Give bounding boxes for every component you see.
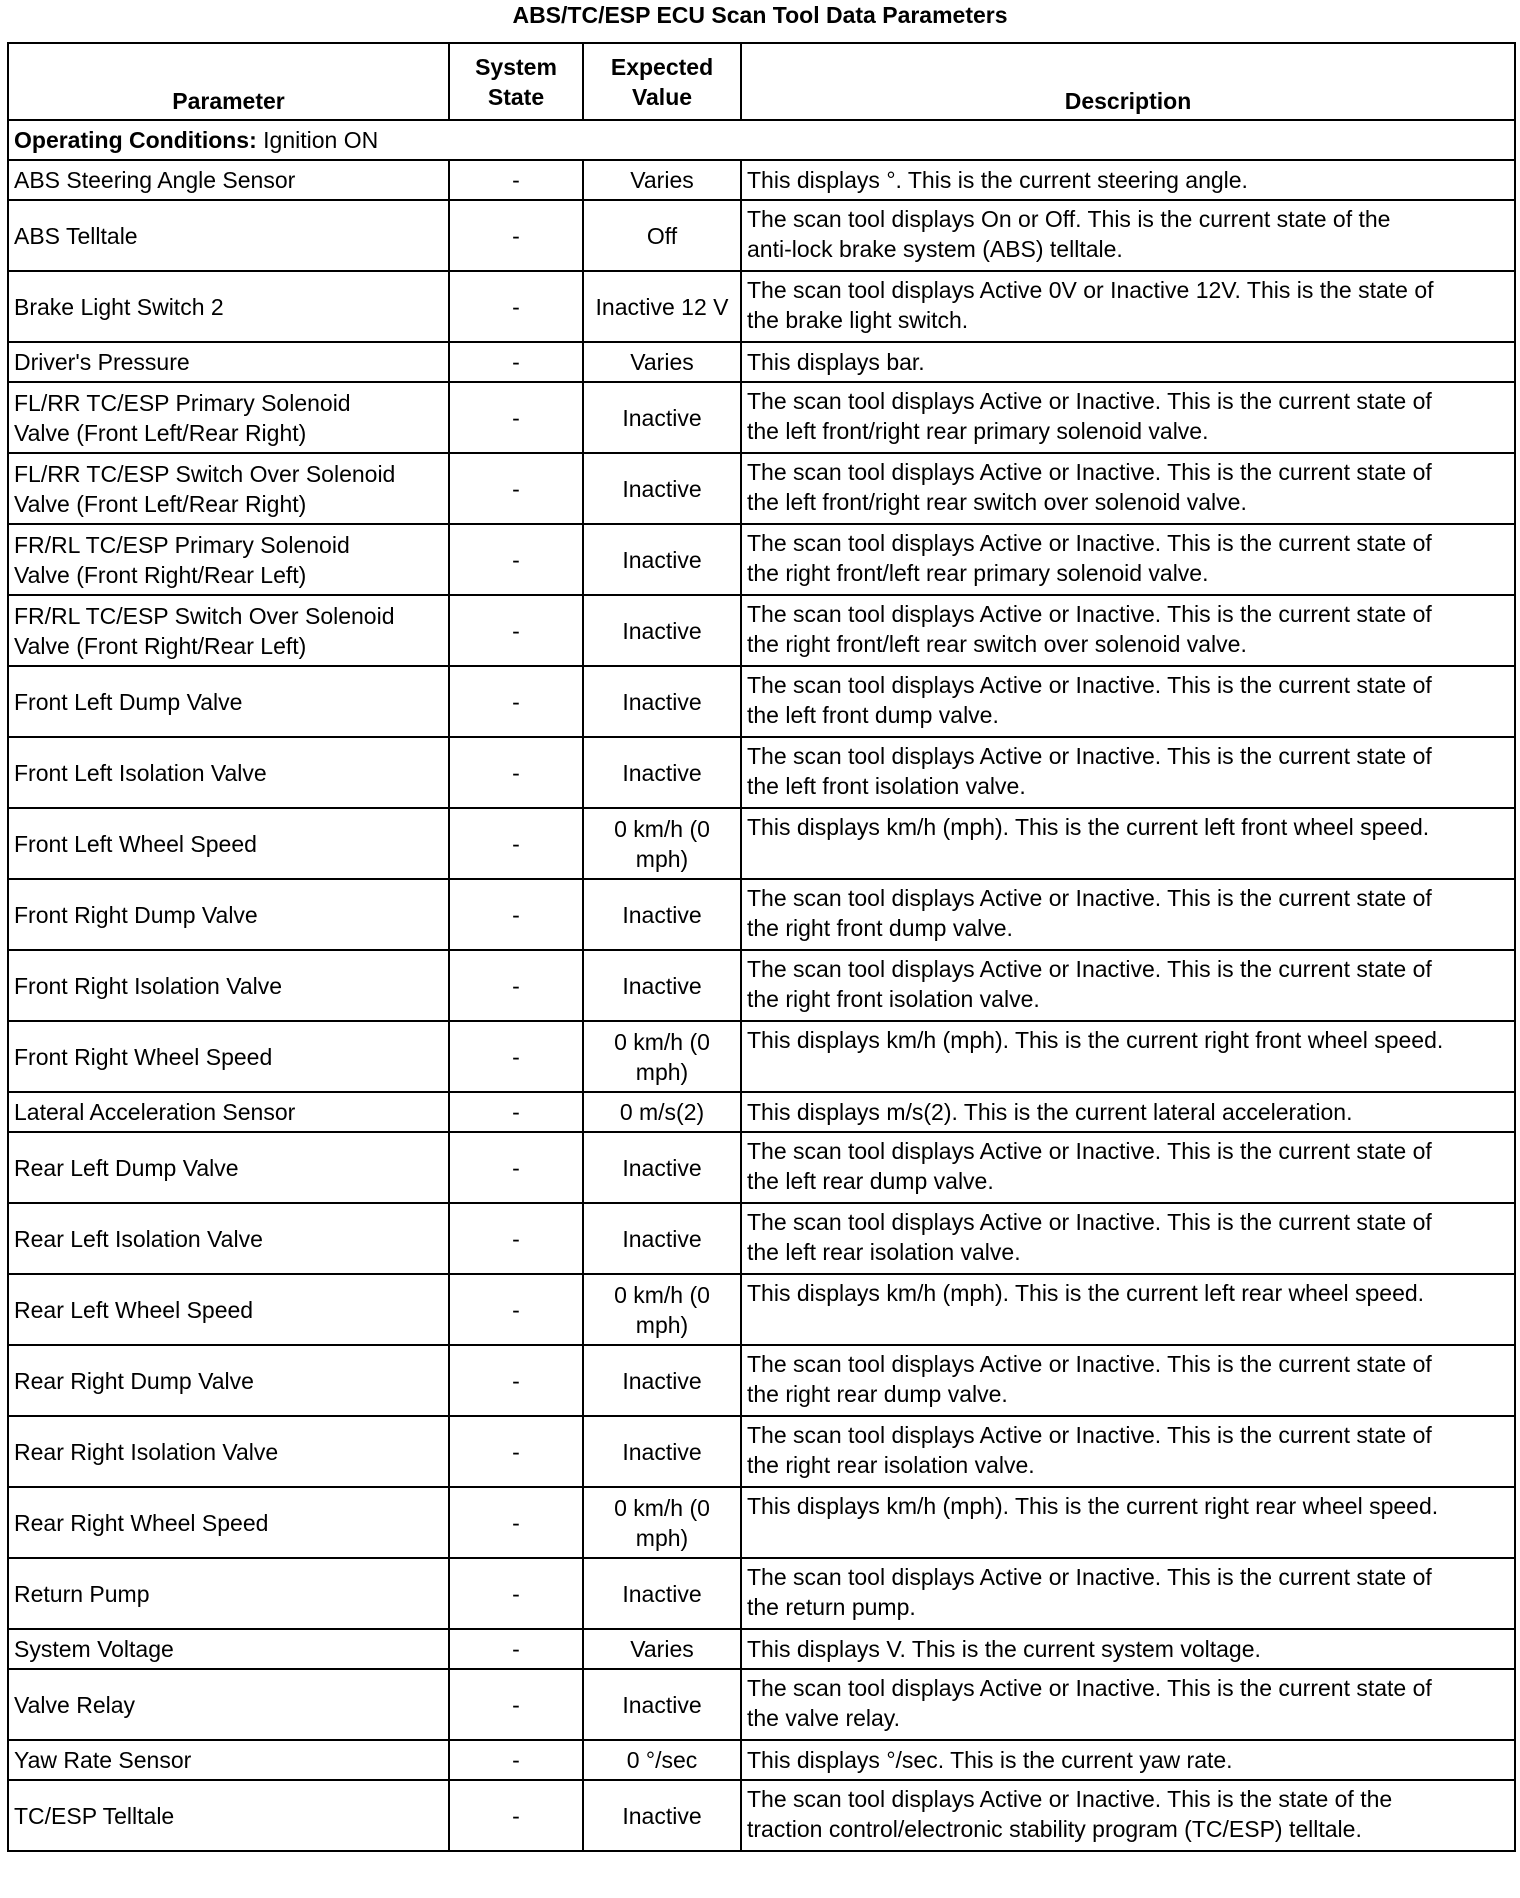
- expected-value-text: 0 km/h (0: [614, 815, 710, 842]
- expected-value-text: Inactive: [622, 475, 702, 502]
- description-text: the right front isolation valve.: [747, 986, 1040, 1012]
- parameter-text: Front Left Isolation Valve: [14, 759, 267, 786]
- system-state-cell: -: [449, 342, 583, 382]
- parameter-text: Valve (Front Left/Rear Right): [14, 419, 307, 446]
- header-system-state: [449, 43, 583, 120]
- table-row: [8, 879, 1515, 950]
- table-row: [8, 1092, 1515, 1132]
- table-row: [8, 382, 1515, 453]
- table-row: [8, 1203, 1515, 1274]
- expected-value-text: Inactive: [622, 1367, 702, 1394]
- description-text: This displays V. This is the current system voltage.: [747, 1636, 1261, 1662]
- system-state-cell: -: [449, 595, 583, 666]
- expected-value-text: Off: [646, 222, 678, 249]
- system-state-cell: -: [449, 160, 583, 200]
- parameter-cell: [8, 1416, 449, 1487]
- header-system-state-line: State: [487, 83, 545, 110]
- expected-value-text: Inactive: [622, 1691, 702, 1718]
- expected-value-text: 0 m/s(2): [619, 1099, 705, 1125]
- expected-value-text: mph): [635, 1058, 689, 1085]
- parameter-cell: [8, 160, 449, 200]
- description-text: the right front/left rear switch over solenoid valve.: [747, 631, 1247, 657]
- parameter-text: FL/RR TC/ESP Switch Over Solenoid: [14, 460, 396, 487]
- parameter-text: FL/RR TC/ESP Primary Solenoid: [14, 389, 351, 416]
- system-state-cell: -: [449, 950, 583, 1021]
- expected-value-text: Inactive: [622, 1438, 702, 1465]
- expected-value-cell: [583, 342, 741, 382]
- parameter-cell: [8, 342, 449, 382]
- expected-value-text: Inactive: [622, 972, 702, 999]
- parameter-text: Valve (Front Right/Rear Left): [14, 561, 307, 588]
- table-row: [8, 1669, 1515, 1740]
- parameter-text: FR/RL TC/ESP Switch Over Solenoid: [14, 602, 395, 629]
- description-cell: [741, 1132, 1515, 1203]
- description-cell: [741, 1487, 1515, 1558]
- description-text: the right rear dump valve.: [747, 1381, 1008, 1407]
- expected-value-text: mph): [635, 1524, 689, 1551]
- expected-value-cell: [583, 1132, 741, 1203]
- expected-value-cell: [583, 737, 741, 808]
- expected-value-text: mph): [635, 845, 689, 872]
- description-text: The scan tool displays Active or Inactive. This is the current state of: [747, 743, 1432, 769]
- expected-value-cell: [583, 1487, 741, 1558]
- parameter-cell: [8, 200, 449, 271]
- parameter-text: Front Left Dump Valve: [14, 688, 243, 715]
- description-cell: [741, 453, 1515, 524]
- parameter-text: TC/ESP Telltale: [14, 1802, 175, 1829]
- table-row: [8, 808, 1515, 879]
- description-cell: [741, 808, 1515, 879]
- description-text: the brake light switch.: [747, 307, 969, 333]
- table-row: [8, 453, 1515, 524]
- parameter-text: Lateral Acceleration Sensor: [14, 1099, 296, 1125]
- system-state-cell: -: [449, 453, 583, 524]
- table-row: [8, 1021, 1515, 1092]
- parameter-cell: [8, 1740, 449, 1780]
- parameter-cell: [8, 1203, 449, 1274]
- description-cell: [741, 737, 1515, 808]
- description-text: This displays °/sec. This is the current yaw rate.: [747, 1747, 1233, 1773]
- header-expected-value-line: Expected: [610, 53, 714, 80]
- parameter-text: Rear Left Wheel Speed: [14, 1296, 254, 1323]
- description-text: the left front isolation valve.: [747, 773, 1026, 799]
- parameter-cell: [8, 1487, 449, 1558]
- operating-conditions-label: Operating Conditions:: [14, 127, 257, 153]
- description-text: anti-lock brake system (ABS) telltale.: [747, 236, 1123, 262]
- system-state-cell: -: [449, 1021, 583, 1092]
- parameter-text: Rear Right Dump Valve: [14, 1367, 254, 1394]
- parameter-cell: [8, 1132, 449, 1203]
- system-state-cell: -: [449, 879, 583, 950]
- parameter-cell: [8, 1092, 449, 1132]
- expected-value-text: Varies: [630, 167, 694, 193]
- description-cell: [741, 595, 1515, 666]
- description-cell: [741, 879, 1515, 950]
- operating-conditions-row: [8, 120, 1515, 160]
- expected-value-cell: [583, 666, 741, 737]
- expected-value-cell: [583, 595, 741, 666]
- parameter-text: Rear Right Isolation Valve: [14, 1438, 279, 1465]
- description-cell: [741, 1021, 1515, 1092]
- description-text: The scan tool displays Active or Inactive. This is the current state of: [747, 1138, 1432, 1164]
- description-cell: [741, 1629, 1515, 1669]
- expected-value-text: mph): [635, 1311, 689, 1338]
- description-cell: [741, 950, 1515, 1021]
- description-cell: [741, 1780, 1515, 1851]
- description-text: The scan tool displays Active or Inactive. This is the current state of: [747, 672, 1432, 698]
- expected-value-text: Inactive: [622, 901, 702, 928]
- description-text: The scan tool displays Active or Inactive. This is the state of the: [747, 1786, 1393, 1812]
- parameter-cell: [8, 271, 449, 342]
- header-expected-value-line: Value: [631, 83, 693, 110]
- system-state-cell: -: [449, 666, 583, 737]
- expected-value-cell: [583, 1092, 741, 1132]
- expected-value-text: Inactive: [622, 617, 702, 644]
- description-text: The scan tool displays Active or Inactive. This is the current state of: [747, 1675, 1432, 1701]
- description-cell: [741, 1558, 1515, 1629]
- table-row: [8, 595, 1515, 666]
- expected-value-text: Varies: [630, 1636, 694, 1662]
- description-text: the left front/right rear switch over solenoid valve.: [747, 489, 1247, 515]
- expected-value-cell: [583, 1558, 741, 1629]
- expected-value-cell: [583, 1669, 741, 1740]
- system-state-cell: -: [449, 200, 583, 271]
- expected-value-text: Inactive: [622, 1225, 702, 1252]
- expected-value-cell: [583, 808, 741, 879]
- expected-value-text: 0 km/h (0: [614, 1494, 710, 1521]
- expected-value-text: Varies: [630, 349, 694, 375]
- table-header-row: [8, 43, 1515, 120]
- description-cell: [741, 271, 1515, 342]
- description-text: the left front dump valve.: [747, 702, 999, 728]
- parameter-cell: [8, 1629, 449, 1669]
- description-text: The scan tool displays Active or Inactive. This is the current state of: [747, 601, 1432, 627]
- parameter-cell: [8, 808, 449, 879]
- system-state-cell: -: [449, 1416, 583, 1487]
- description-text: The scan tool displays Active 0V or Inactive 12V. This is the state of: [747, 277, 1434, 303]
- parameter-text: Front Left Wheel Speed: [14, 830, 257, 857]
- expected-value-text: Inactive: [622, 404, 702, 431]
- description-text: The scan tool displays Active or Inactive. This is the current state of: [747, 388, 1432, 414]
- description-cell: [741, 342, 1515, 382]
- description-cell: [741, 200, 1515, 271]
- description-text: This displays km/h (mph). This is the current left rear wheel speed.: [747, 1280, 1425, 1306]
- description-text: the right front dump valve.: [747, 915, 1013, 941]
- parameter-cell: [8, 1274, 449, 1345]
- description-text: This displays km/h (mph). This is the current right rear wheel speed.: [747, 1493, 1439, 1519]
- expected-value-cell: [583, 950, 741, 1021]
- expected-value-text: Inactive: [622, 546, 702, 573]
- expected-value-cell: [583, 160, 741, 200]
- description-text: The scan tool displays On or Off. This is the current state of the: [747, 206, 1391, 232]
- table-row: [8, 342, 1515, 382]
- expected-value-cell: [583, 1203, 741, 1274]
- description-text: This displays km/h (mph). This is the current left front wheel speed.: [747, 814, 1430, 840]
- description-text: This displays km/h (mph). This is the current right front wheel speed.: [747, 1027, 1444, 1053]
- expected-value-cell: [583, 1274, 741, 1345]
- system-state-cell: -: [449, 1558, 583, 1629]
- parameter-text: Driver's Pressure: [14, 349, 190, 375]
- table-row: [8, 1274, 1515, 1345]
- parameter-cell: [8, 950, 449, 1021]
- description-text: The scan tool displays Active or Inactive. This is the current state of: [747, 459, 1432, 485]
- table-row: [8, 1132, 1515, 1203]
- expected-value-text: Inactive: [622, 759, 702, 786]
- header-expected-value: [583, 43, 741, 120]
- parameter-cell: [8, 879, 449, 950]
- table-row: [8, 200, 1515, 271]
- parameter-text: Front Right Dump Valve: [14, 901, 258, 928]
- expected-value-cell: [583, 1629, 741, 1669]
- description-cell: [741, 1345, 1515, 1416]
- description-text: This displays °. This is the current steering angle.: [747, 167, 1248, 193]
- description-cell: [741, 524, 1515, 595]
- scan-tool-data-table: [7, 42, 1516, 1852]
- description-text: The scan tool displays Active or Inactive. This is the current state of: [747, 1564, 1432, 1590]
- parameter-cell: [8, 453, 449, 524]
- parameter-cell: [8, 1780, 449, 1851]
- parameter-text: Return Pump: [14, 1580, 150, 1607]
- expected-value-cell: [583, 524, 741, 595]
- system-state-cell: -: [449, 1132, 583, 1203]
- system-state-cell: -: [449, 737, 583, 808]
- parameter-cell: [8, 737, 449, 808]
- expected-value-text: 0 km/h (0: [614, 1028, 710, 1055]
- parameter-text: Front Right Isolation Valve: [14, 972, 283, 999]
- system-state-cell: -: [449, 1274, 583, 1345]
- expected-value-cell: [583, 1740, 741, 1780]
- table-row: [8, 160, 1515, 200]
- expected-value-text: 0 km/h (0: [614, 1281, 710, 1308]
- parameter-text: Front Right Wheel Speed: [14, 1043, 273, 1070]
- parameter-cell: [8, 1669, 449, 1740]
- parameter-text: System Voltage: [14, 1636, 174, 1662]
- operating-conditions-value: Ignition ON: [256, 127, 379, 153]
- system-state-cell: -: [449, 808, 583, 879]
- parameter-text: Rear Right Wheel Speed: [14, 1509, 269, 1536]
- expected-value-cell: [583, 1021, 741, 1092]
- parameter-cell: [8, 524, 449, 595]
- parameter-text: Brake Light Switch 2: [14, 293, 224, 320]
- expected-value-text: Inactive: [622, 688, 702, 715]
- description-cell: [741, 666, 1515, 737]
- parameter-cell: [8, 595, 449, 666]
- parameter-cell: [8, 382, 449, 453]
- system-state-cell: -: [449, 1669, 583, 1740]
- operating-conditions-cell: [8, 120, 1515, 160]
- parameter-text: FR/RL TC/ESP Primary Solenoid: [14, 531, 350, 558]
- expected-value-text: Inactive: [622, 1154, 702, 1181]
- system-state-cell: -: [449, 1629, 583, 1669]
- parameter-cell: [8, 1345, 449, 1416]
- expected-value-cell: [583, 453, 741, 524]
- description-cell: [741, 1092, 1515, 1132]
- description-text: The scan tool displays Active or Inactive. This is the current state of: [747, 1351, 1432, 1377]
- system-state-cell: -: [449, 382, 583, 453]
- parameter-text: ABS Steering Angle Sensor: [14, 167, 296, 193]
- parameter-text: Rear Left Isolation Valve: [14, 1225, 263, 1252]
- description-text: the left front/right rear primary solenoid valve.: [747, 418, 1209, 444]
- system-state-cell: -: [449, 1780, 583, 1851]
- parameter-text: Rear Left Dump Valve: [14, 1154, 239, 1181]
- system-state-cell: -: [449, 271, 583, 342]
- description-text: The scan tool displays Active or Inactive. This is the current state of: [747, 1209, 1432, 1235]
- description-cell: [741, 1669, 1515, 1740]
- table-row: [8, 737, 1515, 808]
- table-row: [8, 1416, 1515, 1487]
- description-text: This displays bar.: [747, 349, 925, 375]
- expected-value-text: 0 °/sec: [626, 1747, 698, 1773]
- parameter-text: ABS Telltale: [14, 222, 138, 249]
- description-cell: [741, 1416, 1515, 1487]
- table-row: [8, 1629, 1515, 1669]
- table-row: [8, 950, 1515, 1021]
- description-text: traction control/electronic stability program (TC/ESP) telltale.: [747, 1816, 1362, 1842]
- system-state-cell: -: [449, 524, 583, 595]
- expected-value-cell: [583, 1416, 741, 1487]
- system-state-cell: -: [449, 1740, 583, 1780]
- system-state-cell: -: [449, 1345, 583, 1416]
- expected-value-text: Inactive: [622, 1580, 702, 1607]
- expected-value-text: Inactive 12 V: [595, 293, 729, 320]
- description-cell: [741, 1274, 1515, 1345]
- description-text: the left rear dump valve.: [747, 1168, 994, 1194]
- description-text: The scan tool displays Active or Inactive. This is the current state of: [747, 530, 1432, 556]
- description-text: This displays m/s(2). This is the current lateral acceleration.: [747, 1099, 1353, 1125]
- system-state-cell: -: [449, 1203, 583, 1274]
- description-cell: [741, 1740, 1515, 1780]
- parameter-text: Valve Relay: [14, 1691, 136, 1718]
- table-row: [8, 1740, 1515, 1780]
- parameter-text: Valve (Front Right/Rear Left): [14, 632, 307, 659]
- table-row: [8, 271, 1515, 342]
- description-text: the right rear isolation valve.: [747, 1452, 1035, 1478]
- description-text: The scan tool displays Active or Inactive. This is the current state of: [747, 1422, 1432, 1448]
- table-row: [8, 1558, 1515, 1629]
- description-text: the return pump.: [747, 1594, 916, 1620]
- expected-value-cell: [583, 382, 741, 453]
- expected-value-cell: [583, 1345, 741, 1416]
- system-state-cell: -: [449, 1487, 583, 1558]
- table-row: [8, 1780, 1515, 1851]
- expected-value-text: Inactive: [622, 1802, 702, 1829]
- header-parameter: Parameter: [8, 43, 449, 120]
- parameter-text: Yaw Rate Sensor: [14, 1747, 192, 1773]
- header-description: Description: [741, 43, 1515, 120]
- description-cell: [741, 382, 1515, 453]
- parameter-cell: [8, 666, 449, 737]
- description-text: the left rear isolation valve.: [747, 1239, 1021, 1265]
- table-row: [8, 1345, 1515, 1416]
- header-system-state-line: System: [475, 53, 557, 80]
- description-cell: [741, 160, 1515, 200]
- parameter-cell: [8, 1021, 449, 1092]
- parameter-text: Valve (Front Left/Rear Right): [14, 490, 307, 517]
- description-text: The scan tool displays Active or Inactive. This is the current state of: [747, 885, 1432, 911]
- table-row: [8, 666, 1515, 737]
- description-text: the right front/left rear primary solenoid valve.: [747, 560, 1209, 586]
- expected-value-cell: [583, 1780, 741, 1851]
- parameter-cell: [8, 1558, 449, 1629]
- description-text: The scan tool displays Active or Inactive. This is the current state of: [747, 956, 1432, 982]
- description-cell: [741, 1203, 1515, 1274]
- page-title: ABS/TC/ESP ECU Scan Tool Data Parameters: [512, 2, 1008, 28]
- table-row: [8, 1487, 1515, 1558]
- expected-value-cell: [583, 879, 741, 950]
- expected-value-cell: [583, 200, 741, 271]
- description-text: the valve relay.: [747, 1705, 900, 1731]
- table-row: [8, 524, 1515, 595]
- expected-value-cell: [583, 271, 741, 342]
- system-state-cell: -: [449, 1092, 583, 1132]
